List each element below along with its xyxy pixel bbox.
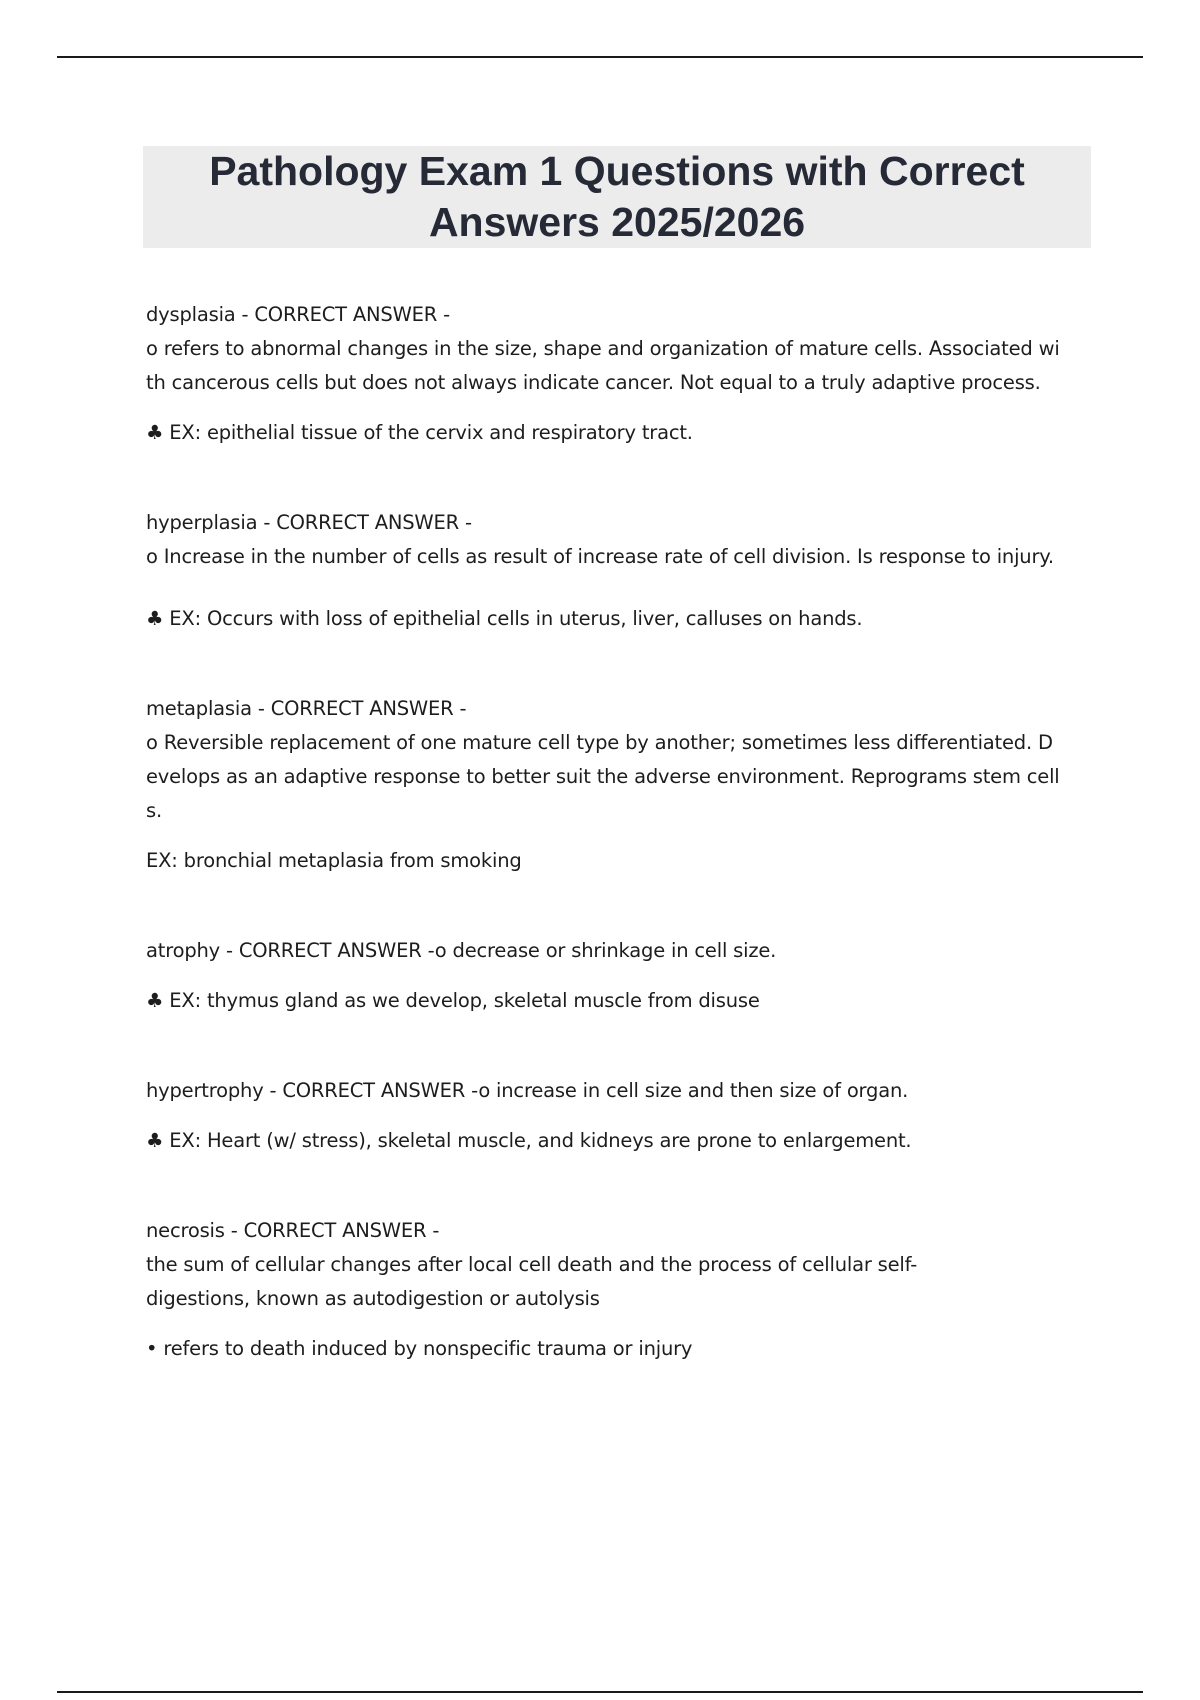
- term-line: hypertrophy - CORRECT ANSWER -o increase in cell size and then size of organ.: [146, 1079, 909, 1102]
- example-line: [146, 416, 1091, 450]
- example-line: [146, 602, 1091, 636]
- term-line: hyperplasia - CORRECT ANSWER -: [146, 511, 472, 534]
- definition-line: evelops as an adaptive response to better suit the adverse environment. Reprograms stem cell: [146, 765, 1060, 788]
- club-bullet-icon: ♣: [146, 607, 164, 630]
- entry-metaplasia: [146, 692, 1091, 878]
- definition-line: o Reversible replacement of one mature cell type by another; sometimes less differentiated. D: [146, 731, 1053, 754]
- example-line: [146, 984, 1091, 1018]
- bottom-rule: [57, 1691, 1143, 1693]
- definition-line: o Increase in the number of cells as result of increase rate of cell division. Is response to injury.: [146, 545, 1054, 568]
- entry-dysplasia: [146, 298, 1091, 450]
- definition-line: th cancerous cells but does not always indicate cancer. Not equal to a truly adaptive process.: [146, 371, 1041, 394]
- title-line-1: Pathology Exam 1 Questions with Correct: [209, 148, 1025, 194]
- example-line: [146, 1124, 1091, 1158]
- example-text: EX: Heart (w/ stress), skeletal muscle, and kidneys are prone to enlargement.: [169, 1129, 912, 1152]
- entry-hypertrophy: [146, 1074, 1091, 1158]
- term-line: metaplasia - CORRECT ANSWER -: [146, 697, 467, 720]
- entry-necrosis: [146, 1214, 1091, 1366]
- example-text: EX: thymus gland as we develop, skeletal muscle from disuse: [169, 989, 760, 1012]
- definition-line: o refers to abnormal changes in the size, shape and organization of mature cells. Associated wi: [146, 337, 1060, 360]
- example-text: EX: bronchial metaplasia from smoking: [146, 849, 522, 872]
- example-line: [146, 1332, 1091, 1366]
- club-bullet-icon: ♣: [146, 989, 164, 1012]
- title-banner: [143, 146, 1091, 248]
- definition-line: s.: [146, 799, 162, 822]
- top-rule: [57, 56, 1143, 58]
- term-line: atrophy - CORRECT ANSWER -o decrease or shrinkage in cell size.: [146, 939, 777, 962]
- club-bullet-icon: ♣: [146, 421, 164, 444]
- definition-line: digestions, known as autodigestion or autolysis: [146, 1287, 600, 1310]
- example-text: refers to death induced by nonspecific trauma or injury: [163, 1337, 693, 1360]
- entry-hyperplasia: [146, 506, 1091, 636]
- title-line-2: Answers 2025/2026: [428, 199, 806, 245]
- definition-line: the sum of cellular changes after local cell death and the process of cellular self-: [146, 1253, 918, 1276]
- example-line: [146, 844, 1091, 878]
- example-text: EX: Occurs with loss of epithelial cells in uterus, liver, calluses on hands.: [169, 607, 863, 630]
- flashcard-list: [146, 298, 1091, 1422]
- club-bullet-icon: ♣: [146, 1129, 164, 1152]
- bullet-dot-icon: •: [146, 1337, 158, 1360]
- document-title: [209, 146, 1025, 248]
- term-line: necrosis - CORRECT ANSWER -: [146, 1219, 440, 1242]
- term-line: dysplasia - CORRECT ANSWER -: [146, 303, 450, 326]
- entry-atrophy: [146, 934, 1091, 1018]
- example-text: EX: epithelial tissue of the cervix and respiratory tract.: [169, 421, 693, 444]
